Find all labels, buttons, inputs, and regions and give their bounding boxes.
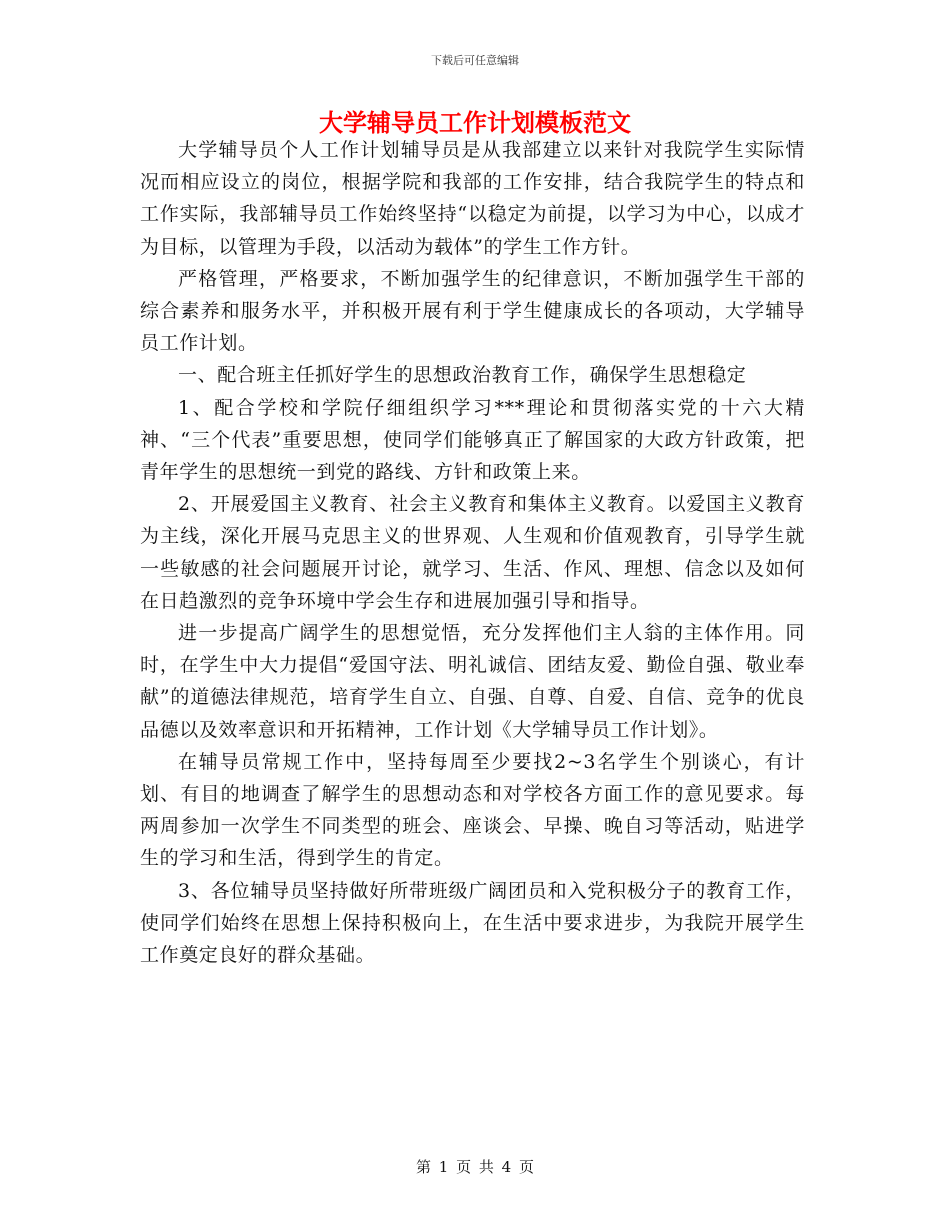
paragraph-routine-work: 在辅导员常规工作中，坚持每周至少要找2~3名学生个别谈心，有计划、有目的地调查了解学生的思想动态和对学校各方面工作的意见要求。每两周参加一次学生不同类型的班会、座谈会、早操、晚自习等活动，贴进学生的学习和生活，得到学生的肯定。	[140, 750, 805, 870]
paragraph-intro: 大学辅导员个人工作计划辅导员是从我部建立以来针对我院学生实际情况而相应设立的岗位，根据学院和我部的工作安排，结合我院学生的特点和工作实际，我部辅导员工作始终坚持“以稳定为前提，以学习为中心，以成才为目标，以管理为手段，以活动为载体”的学生工作方针。	[140, 139, 805, 258]
paragraph-awareness: 进一步提高广阔学生的思想觉悟，充分发挥他们主人翁的主体作用。同时，在学生中大力提倡“爱国守法、明礼诚信、团结友爱、勤俭自强、敬业奉献”的道德法律规范，培育学生自立、自强、自尊、自爱、自信、竞争的优良品德以及效率意识和开拓精神，工作计划《大学辅导员工作计划》。	[140, 622, 805, 741]
section-heading-1: 一、配合班主任抓好学生的思想政治教育工作，确保学生思想稳定	[178, 364, 747, 387]
document-body	[140, 134, 805, 971]
page-header-note: 下载后可任意编辑	[431, 54, 519, 67]
paragraph-item-3: 3、各位辅导员坚持做好所带班级广阔团员和入党积极分子的教育工作，使同学们始终在思想上保持积极向上，在生活中要求进步，为我院开展学生工作奠定良好的群众基础。	[140, 879, 805, 967]
paragraph-management: 严格管理，严格要求，不断加强学生的纪律意识，不断加强学生干部的综合素养和服务水平，并积极开展有利于学生健康成长的各项动，大学辅导员工作计划。	[140, 267, 805, 355]
paragraph-item-2: 2、开展爱国主义教育、社会主义教育和集体主义教育。以爱国主义教育为主线，深化开展马克思主义的世界观、人生观和价值观教育，引导学生就一些敏感的社会问题展开讨论，就学习、生活、作风、理想、信念以及如何在日趋激烈的竞争环境中学会生存和进展加强引导和指导。	[140, 493, 805, 612]
paragraph-item-1: 1、配合学校和学院仔细组织学习***理论和贯彻落实党的十六大精神、“三个代表”重要思想，使同学们能够真正了解国家的大政方针政策，把青年学生的思想统一到党的路线、方针和政策上来。	[140, 396, 805, 484]
page-footer: 第 1 页 共 4 页	[416, 1158, 534, 1176]
document-title: 大学辅导员工作计划模板范文	[319, 108, 631, 137]
